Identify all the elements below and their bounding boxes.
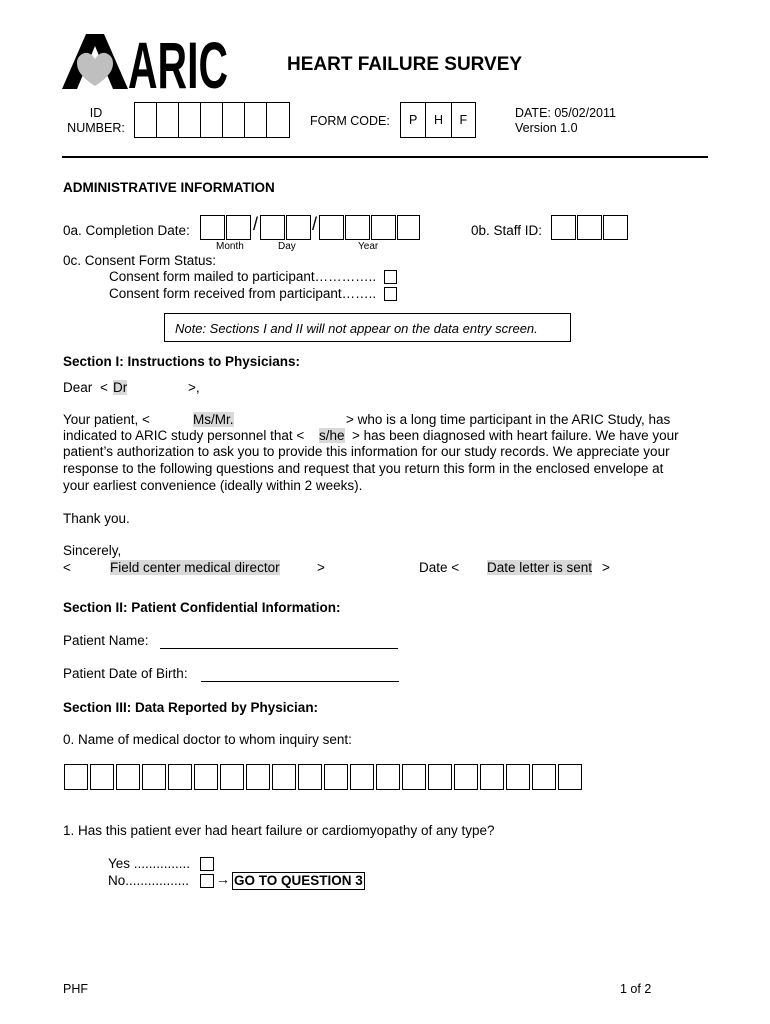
completion-day-box-2[interactable] <box>286 215 311 240</box>
date-sent-field: Date letter is sent <box>487 560 593 575</box>
completion-year-box-1[interactable] <box>319 215 344 240</box>
no-label: No................. <box>108 873 190 888</box>
form-code-p: P <box>401 103 426 137</box>
completion-year-box-4[interactable] <box>397 215 420 240</box>
logo-text: ARIC <box>128 28 228 102</box>
letter-line-3: patient’s authorization to ask you to provide this information for our study records. We appreciate your <box>63 444 670 459</box>
section3-heading: Section III: Data Reported by Physician: <box>63 700 319 715</box>
consent-received-checkbox[interactable] <box>384 287 397 301</box>
question-1: 1. Has this patient ever had heart failure or cardiomyopathy of any type? <box>63 823 495 838</box>
consent-mailed-checkbox[interactable] <box>384 270 397 284</box>
section2-heading: Section II: Patient Confidential Information: <box>63 600 341 615</box>
dear-word: Dear <box>63 380 93 395</box>
completion-year-box-2[interactable] <box>345 215 370 240</box>
dear-close: >, <box>188 380 200 395</box>
footer-form-code: PHF <box>63 982 88 996</box>
patient-dob-label: Patient Date of Birth: <box>63 666 188 681</box>
letter-line-5: your earliest convenience (ideally within 2 weeks). <box>63 478 363 493</box>
letter-line-1: Your patient, < Ms/Mr. > who is a long time participant in the ARIC Study, has <box>63 412 671 427</box>
doctor-name-boxes[interactable] <box>64 764 584 790</box>
no-checkbox[interactable] <box>200 874 214 888</box>
aric-logo <box>60 28 230 102</box>
yes-label: Yes ............... <box>108 856 191 871</box>
form-code-h: H <box>426 103 451 137</box>
consent-mailed-label: Consent form mailed to participant………….. <box>109 269 377 284</box>
year-caption: Year <box>358 241 379 252</box>
consent-status-label: 0c. Consent Form Status: <box>63 253 217 268</box>
survey-title: HEART FAILURE SURVEY <box>287 54 523 75</box>
goto-question-3: GO TO QUESTION 3 <box>234 873 363 888</box>
patient-dob-line[interactable] <box>201 681 399 682</box>
sincerely: Sincerely, <box>63 543 122 558</box>
signature-line: < Field center medical director > Date < Date letter is sent > <box>63 560 610 575</box>
question-0: 0. Name of medical doctor to whom inquiry sent: <box>63 732 352 747</box>
form-code-label: FORM CODE: <box>310 114 390 128</box>
data-entry-note: Note: Sections I and II will not appear on the data entry screen. <box>164 313 571 342</box>
section1-heading: Section I: Instructions to Physicians: <box>63 354 301 369</box>
staff-id-label: 0b. Staff ID: <box>471 223 543 238</box>
ms-mr-field: Ms/Mr. <box>193 412 234 427</box>
form-code-boxes <box>400 102 476 138</box>
page-number: 1 of 2 <box>620 982 652 996</box>
form-date: DATE: 05/02/2011 <box>515 106 616 120</box>
patient-name-line[interactable] <box>160 648 398 649</box>
dear-line <box>63 380 363 398</box>
staff-id-box-1[interactable] <box>551 215 576 240</box>
thank-you: Thank you. <box>63 511 130 526</box>
date-slash-2: / <box>312 214 318 234</box>
form-code-f: F <box>459 113 468 127</box>
dr-field: Dr <box>113 380 128 395</box>
director-field: Field center medical director <box>110 560 280 575</box>
admin-heading: ADMINISTRATIVE INFORMATION <box>63 180 275 195</box>
month-caption: Month <box>216 241 244 252</box>
arrow-right-icon: → <box>216 871 230 887</box>
completion-day-box-1[interactable] <box>260 215 285 240</box>
dear-open: < <box>100 380 108 395</box>
date-word: Date < <box>419 560 460 575</box>
date-slash-1: / <box>253 214 259 234</box>
completion-month-box-1[interactable] <box>200 215 225 240</box>
header-divider <box>62 156 708 158</box>
patient-name-label: Patient Name: <box>63 633 149 648</box>
letter-line-4: response to the following questions and request that you return this form in the enclosed envelope at <box>63 461 664 476</box>
staff-id-box-3[interactable] <box>603 215 628 240</box>
id-number-label: ID NUMBER: <box>67 106 125 135</box>
form-version: Version 1.0 <box>515 121 578 135</box>
completion-date-label: 0a. Completion Date: <box>63 223 190 238</box>
staff-id-box-2[interactable] <box>577 215 602 240</box>
completion-month-box-2[interactable] <box>226 215 251 240</box>
id-number-boxes[interactable] <box>134 102 290 138</box>
heart-icon <box>77 53 113 86</box>
completion-year-box-3[interactable] <box>371 215 396 240</box>
day-caption: Day <box>278 241 296 252</box>
yes-checkbox[interactable] <box>200 857 214 871</box>
she-field: s/he <box>319 428 345 443</box>
consent-received-label: Consent form received from participant…….. <box>109 286 377 301</box>
letter-line-2: indicated to ARIC study personnel that < s/he > has been diagnosed with heart failure. We have your <box>63 428 679 443</box>
